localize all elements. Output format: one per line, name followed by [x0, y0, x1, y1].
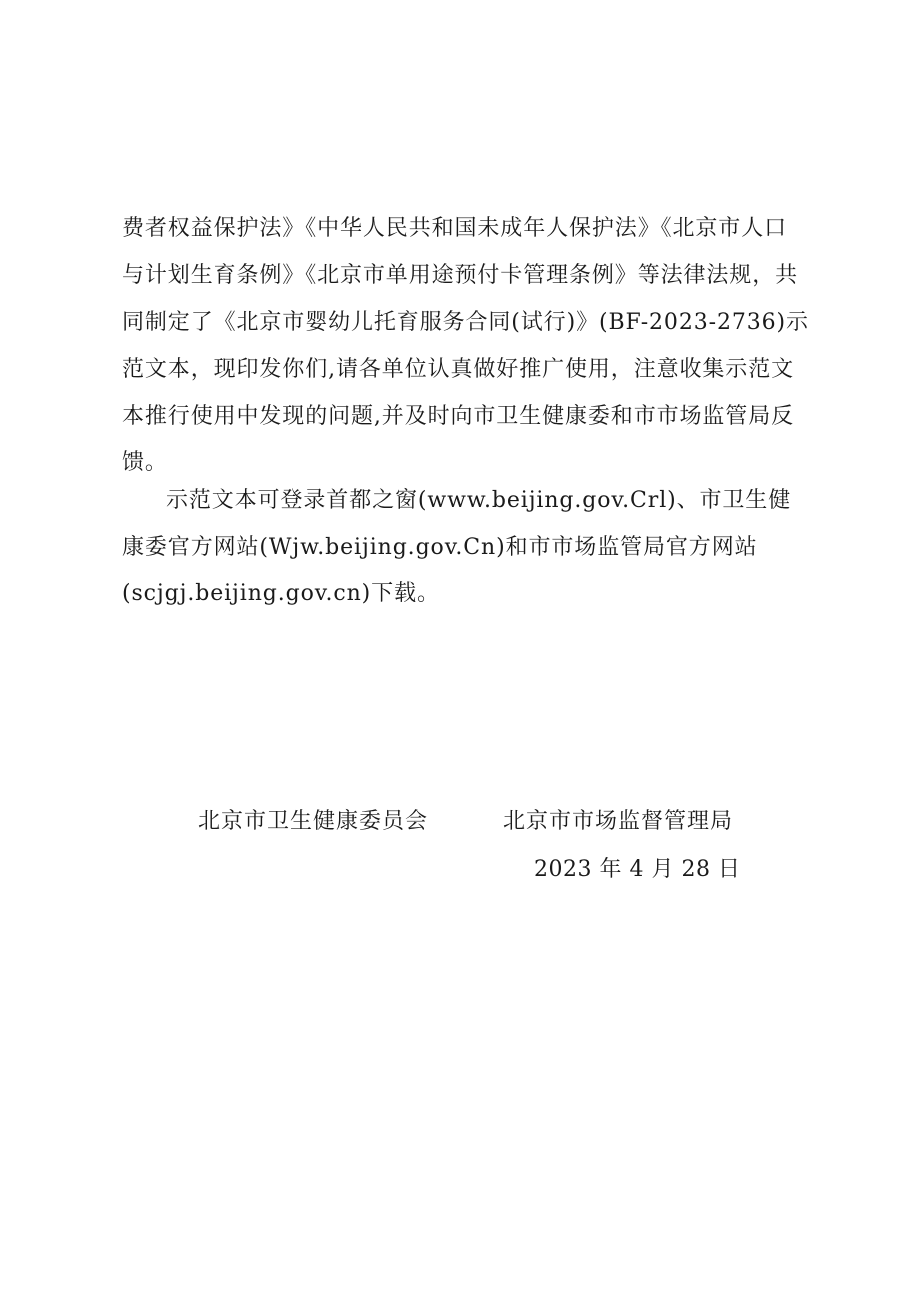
paragraph-line: 示范文本可登录首都之窗(www.beijing.gov.Crl)、市卫生健	[166, 488, 792, 513]
paragraph-line: (scjgj.beijing.gov.cn)下载。	[122, 581, 440, 606]
paragraph-line: 同制定了《北京市婴幼儿托育服务合同(试行)》(BF-2023-2736)示	[122, 310, 809, 335]
paragraph-line: 康委官方网站(Wjw.beijing.gov.Cn)和市市场监管局官方网站	[122, 535, 758, 560]
paragraph-line: 馈。	[122, 450, 168, 475]
signature-market-regulation: 北京市市场监督管理局	[503, 809, 734, 834]
paragraph-line: 范文本，现印发你们,请各单位认真做好推广使用，注意收集示范文	[122, 357, 794, 382]
signature-health-commission: 北京市卫生健康委员会	[198, 809, 429, 834]
paragraph-line: 费者权益保护法》《中华人民共和国未成年人保护法》《北京市人口	[122, 216, 788, 241]
document-date: 2023 年 4 月 28 日	[534, 857, 741, 882]
paragraph-line: 与计划生育条例》《北京市单用途预付卡管理条例》等法律法规，共	[122, 263, 799, 288]
paragraph-line: 本推行使用中发现的问题,并及时向市卫生健康委和市市场监管局反	[122, 404, 794, 429]
